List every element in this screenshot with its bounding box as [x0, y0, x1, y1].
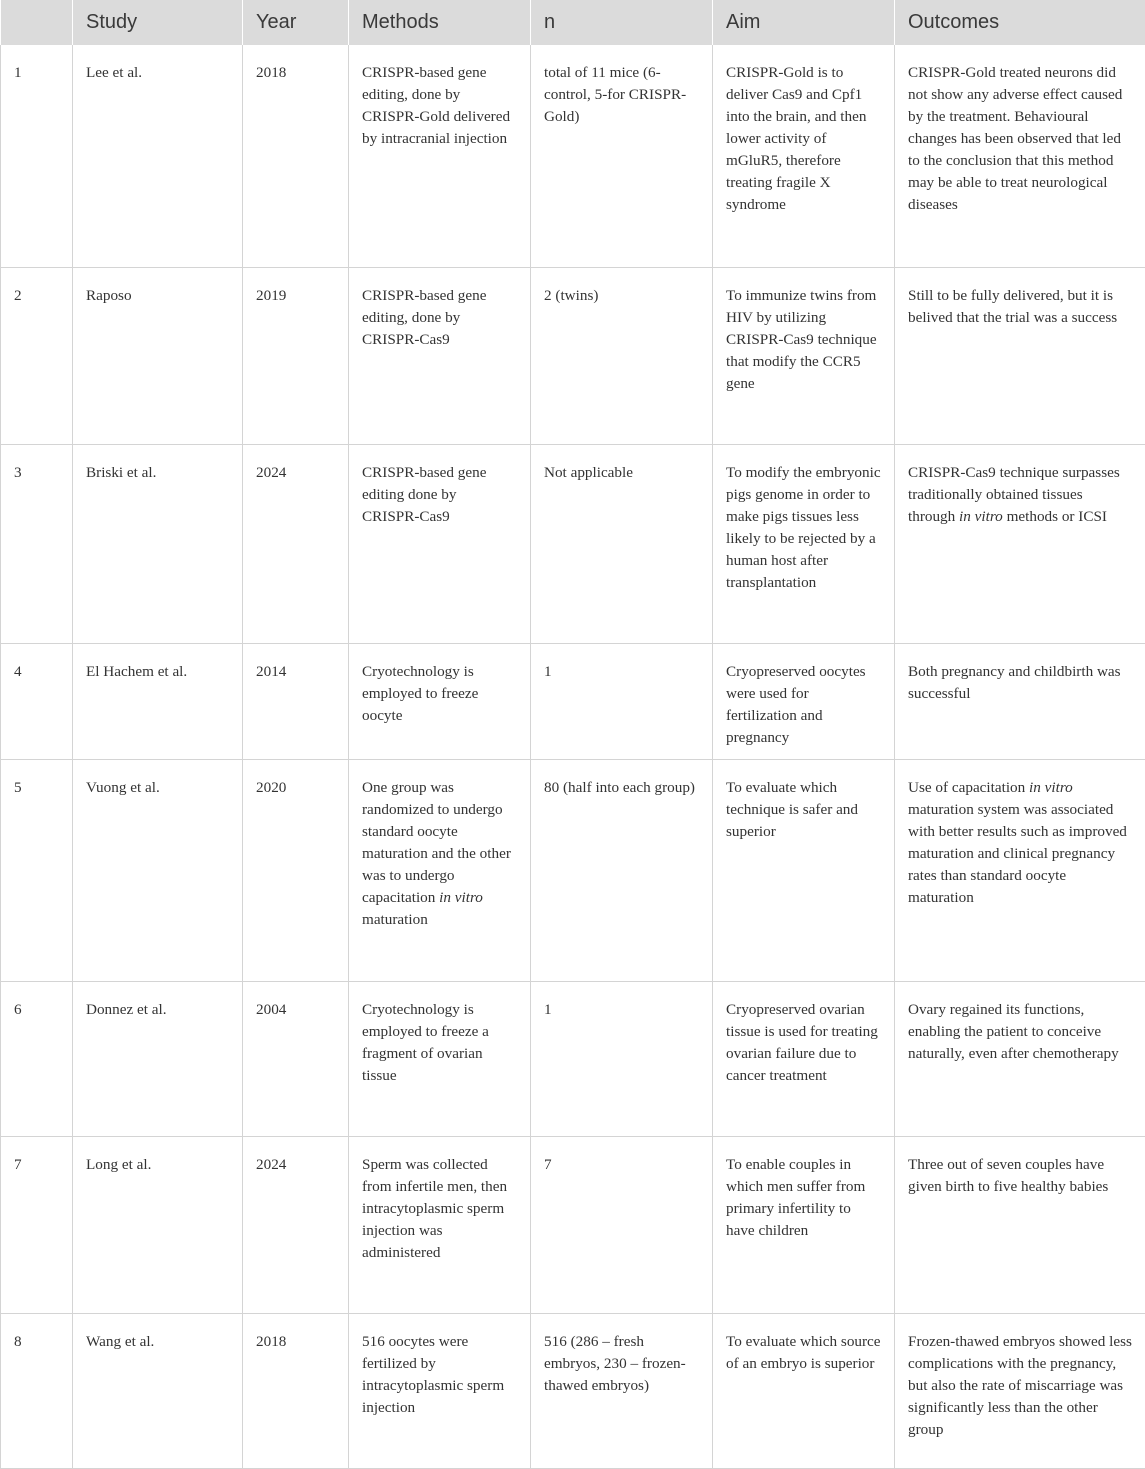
cell-outcomes: Three out of seven couples have given birth to five healthy babies: [895, 1136, 1145, 1313]
cell-year: 2018: [243, 45, 349, 267]
cell-outcomes: [895, 444, 1145, 643]
header-n: n: [531, 0, 713, 45]
cell-number: 4: [1, 643, 73, 759]
header-methods: Methods: [349, 0, 531, 45]
cell-n: 1: [531, 643, 713, 759]
cell-methods: Sperm was collected from infertile men, then intracytoplasmic sperm injection was administered: [349, 1136, 531, 1313]
cell-year: 2018: [243, 1313, 349, 1468]
cell-number: 7: [1, 1136, 73, 1313]
cell-aim: To evaluate which source of an embryo is superior: [713, 1313, 895, 1468]
table-row: [1, 45, 1145, 267]
cell-study: Long et al.: [73, 1136, 243, 1313]
cell-study: El Hachem et al.: [73, 643, 243, 759]
outcomes-italic-text: in vitro: [959, 508, 1003, 525]
outcomes-italic-text: in vitro: [1029, 779, 1073, 796]
cell-aim: To evaluate which technique is safer and superior: [713, 759, 895, 981]
cell-outcomes: [895, 759, 1145, 981]
cell-aim: CRISPR-Gold is to deliver Cas9 and Cpf1 into the brain, and then lower activity of mGluR5, therefore treating fragile X syndrome: [713, 45, 895, 267]
cell-study: Wang et al.: [73, 1313, 243, 1468]
header-year: Year: [243, 0, 349, 45]
header-row: [1, 0, 1145, 45]
outcomes-text: methods or ICSI: [1003, 508, 1107, 525]
cell-n: Not applicable: [531, 444, 713, 643]
cell-aim: To enable couples in which men suffer from primary infertility to have children: [713, 1136, 895, 1313]
cell-study: Raposo: [73, 267, 243, 444]
cell-year: 2024: [243, 1136, 349, 1313]
table-body: [1, 45, 1145, 1468]
table-row: [1, 1136, 1145, 1313]
cell-number: 5: [1, 759, 73, 981]
cell-aim: Cryopreserved ovarian tissue is used for treating ovarian failure due to cancer treatment: [713, 981, 895, 1136]
outcomes-text: CRISPR-Cas9 technique surpasses traditionally obtained tissues through: [908, 464, 1120, 525]
cell-number: 6: [1, 981, 73, 1136]
cell-study: Donnez et al.: [73, 981, 243, 1136]
cell-n: 7: [531, 1136, 713, 1313]
cell-number: 1: [1, 45, 73, 267]
table-row: [1, 1313, 1145, 1468]
table-row: [1, 643, 1145, 759]
cell-n: 1: [531, 981, 713, 1136]
cell-n: total of 11 mice (6- control, 5-for CRISPR-Gold): [531, 45, 713, 267]
cell-methods: Cryotechnology is employed to freeze oocyte: [349, 643, 531, 759]
cell-year: 2024: [243, 444, 349, 643]
methods-text: One group was randomized to undergo standard oocyte maturation and the other was to undergo capacitation: [362, 779, 511, 906]
cell-n: 516 (286 – fresh embryos, 230 – frozen-thawed embryos): [531, 1313, 713, 1468]
cell-study: Briski et al.: [73, 444, 243, 643]
header-number: [1, 0, 73, 45]
cell-methods: [349, 759, 531, 981]
cell-outcomes: Frozen-thawed embryos showed less complications with the pregnancy, but also the rate of miscarriage was significantly less than the other group: [895, 1313, 1145, 1468]
outcomes-text: Use of capacitation: [908, 779, 1029, 796]
cell-outcomes: Both pregnancy and childbirth was successful: [895, 643, 1145, 759]
header-aim: Aim: [713, 0, 895, 45]
cell-methods: CRISPR-based gene editing, done by CRISPR-Gold delivered by intracranial injection: [349, 45, 531, 267]
cell-outcomes: Still to be fully delivered, but it is belived that the trial was a success: [895, 267, 1145, 444]
cell-year: 2004: [243, 981, 349, 1136]
cell-year: 2014: [243, 643, 349, 759]
table-row: [1, 759, 1145, 981]
header-outcomes: Outcomes: [895, 0, 1145, 45]
header-study: Study: [73, 0, 243, 45]
cell-methods: CRISPR-based gene editing, done by CRISPR-Cas9: [349, 267, 531, 444]
table-row: [1, 444, 1145, 643]
cell-outcomes: CRISPR-Gold treated neurons did not show any adverse effect caused by the treatment. Behavioural changes has been observed that led to the conclusion that this method may be able to treat neurological diseases: [895, 45, 1145, 267]
cell-aim: To immunize twins from HIV by utilizing CRISPR-Cas9 technique that modify the CCR5 gene: [713, 267, 895, 444]
cell-year: 2020: [243, 759, 349, 981]
cell-year: 2019: [243, 267, 349, 444]
cell-study: Lee et al.: [73, 45, 243, 267]
table-row: [1, 981, 1145, 1136]
cell-methods: Cryotechnology is employed to freeze a fragment of ovarian tissue: [349, 981, 531, 1136]
cell-number: 2: [1, 267, 73, 444]
methods-italic-text: in vitro: [439, 889, 483, 906]
cell-n: 2 (twins): [531, 267, 713, 444]
cell-study: Vuong et al.: [73, 759, 243, 981]
cell-number: 3: [1, 444, 73, 643]
cell-aim: Cryopreserved oocytes were used for fertilization and pregnancy: [713, 643, 895, 759]
cell-outcomes: Ovary regained its functions, enabling the patient to conceive naturally, even after chemotherapy: [895, 981, 1145, 1136]
cell-methods: CRISPR-based gene editing done by CRISPR-Cas9: [349, 444, 531, 643]
table-row: [1, 267, 1145, 444]
methods-text: maturation: [362, 911, 428, 928]
cell-aim: To modify the embryonic pigs genome in order to make pigs tissues less likely to be rejected by a human host after transplantation: [713, 444, 895, 643]
table-header: [1, 0, 1145, 45]
cell-methods: 516 oocytes were fertilized by intracytoplasmic sperm injection: [349, 1313, 531, 1468]
cell-n: 80 (half into each group): [531, 759, 713, 981]
outcomes-text: maturation system was associated with better results such as improved maturation and clinical pregnancy rates than standard oocyte maturation: [908, 801, 1127, 906]
cell-number: 8: [1, 1313, 73, 1468]
